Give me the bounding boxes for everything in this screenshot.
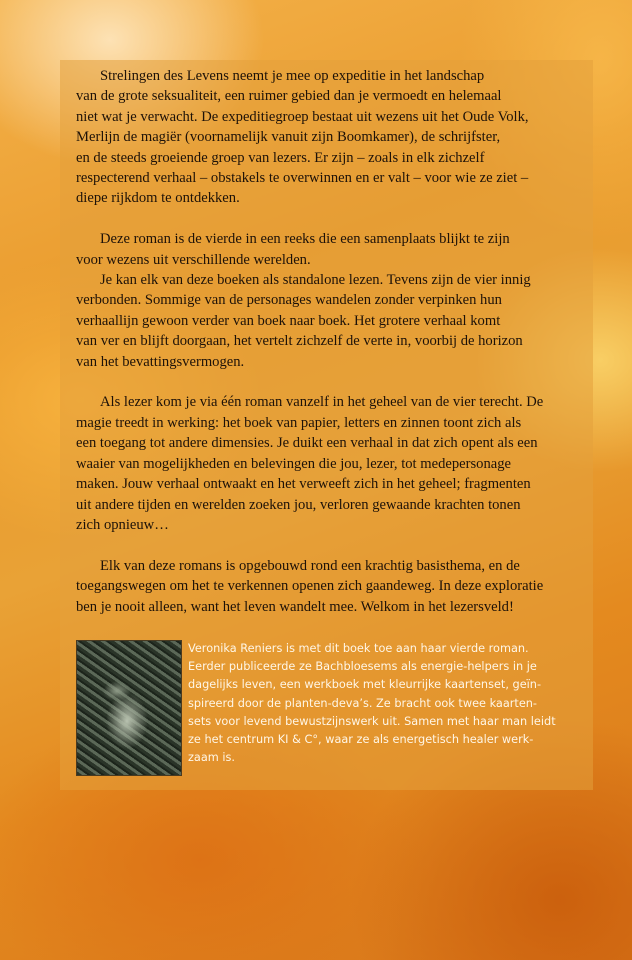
text-line: diepe rijkdom te ontdekken. [76, 190, 240, 207]
bio-line: sets voor levend bewustzijnswerk uit. Samen met haar man leidt [188, 714, 556, 728]
text-line: ben je nooit alleen, want het leven wandelt mee. Welkom in het lezersveld! [76, 598, 514, 615]
bio-line: dagelijks leven, een werkboek met kleurrijke kaartenset, geïn- [188, 678, 542, 692]
bio-line: ze het centrum KI & C°, waar ze als energetisch healer werk- [188, 733, 534, 747]
text-line: verhaallijn gewoon verder van boek naar boek. Het grotere verhaal komt [76, 312, 501, 329]
bio-line: zaam is. [188, 751, 235, 765]
author-photo [76, 640, 182, 776]
text-line: verbonden. Sommige van de personages wandelen zonder verpinken hun [76, 292, 502, 309]
text-line: uit andere tijden en werelden zoeken jou, verloren gewaande krachten tonen [76, 496, 521, 513]
text-line: Elk van deze romans is opgebouwd rond een krachtig basisthema, en de [100, 557, 520, 574]
text-line: van het bevattingsvermogen. [76, 353, 245, 370]
text-line: Merlijn de magiër (voornamelijk vanuit zijn Boomkamer), de schrijfster, [76, 129, 501, 146]
text-line: van de grote seksualiteit, een ruimer gebied dan je vermoedt en helemaal [76, 88, 502, 105]
text-line: een toegang tot andere dimensies. Je duikt een verhaal in dat zich opent als een [76, 435, 538, 452]
text-line: en de steeds groeiende groep van lezers. Er zijn – zoals in elk zichzelf [76, 149, 485, 166]
text-line: magie treedt in werking: het boek van papier, letters en zinnen toont zich als [76, 414, 522, 431]
text-line: Strelingen des Levens neemt je mee op expeditie in het landschap [100, 68, 485, 84]
bio-line: Veronika Reniers is met dit boek toe aan haar vierde roman. [188, 642, 529, 655]
back-cover-text [76, 66, 576, 637]
text-line: zich opnieuw… [76, 516, 169, 533]
text-line: Deze roman is de vierde in een reeks die een samenplaats blijkt te zijn [100, 231, 510, 248]
paragraph-series [76, 229, 576, 372]
bio-line: Eerder publiceerde ze Bachbloesems als energie-helpers in je [188, 660, 537, 674]
text-line: maken. Jouw verhaal ontwaakt en het verweeft zich in het geheel; fragmenten [76, 476, 531, 493]
bio-line: spireerd door de planten-deva’s. Ze bracht ook twee kaarten- [188, 696, 538, 710]
author-bio [188, 640, 588, 767]
text-line: van ver en blijft doorgaan, het vertelt zichzelf de verte in, voorbij de horizon [76, 333, 523, 350]
text-line: Je kan elk van deze boeken als standalone lezen. Tevens zijn de vier innig [100, 272, 531, 289]
text-line: niet wat je verwacht. De expeditiegroep bestaat uit wezens uit het Oude Volk, [76, 108, 529, 125]
text-line: respecterend verhaal – obstakels te overwinnen en er valt – voor wie ze ziet – [76, 170, 529, 187]
text-line: voor wezens uit verschillende werelden. [76, 251, 311, 268]
text-line: Als lezer kom je via één roman vanzelf in het geheel van de vier terecht. De [100, 394, 544, 411]
paragraph-reader [76, 392, 576, 535]
text-line: toegangswegen om het te verkennen openen zich gaandeweg. In deze exploratie [76, 578, 544, 595]
author-section [76, 640, 582, 780]
paragraph-theme [76, 556, 576, 617]
paragraph-expedition [76, 66, 576, 209]
text-line: waaier van mogelijkheden en belevingen die jou, lezer, tot medepersonage [76, 455, 512, 472]
